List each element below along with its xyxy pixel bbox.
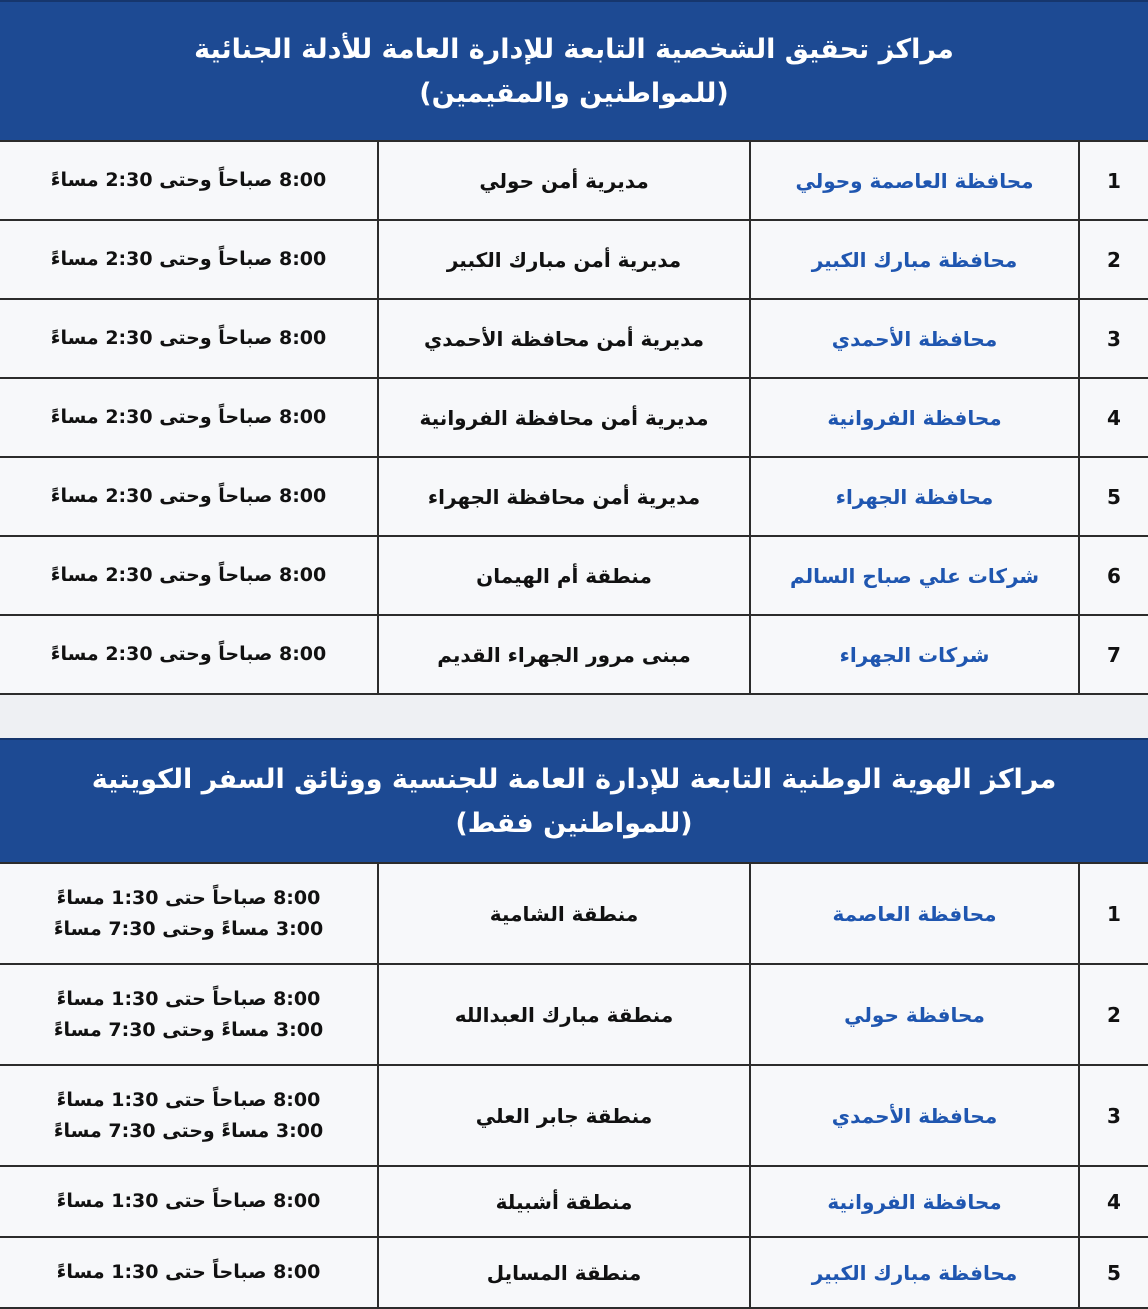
- table-row: [0, 140, 1148, 221]
- location-cell: منطقة جابر العلي: [377, 1066, 749, 1165]
- hours-morning: 8:00 صباحاً حتى 1:30 مساءً: [56, 1261, 321, 1283]
- location-cell: منطقة الشامية: [377, 864, 749, 963]
- row-number: 1: [1078, 142, 1148, 219]
- hours-cell: 8:00 صباحاً وحتى 2:30 مساءً: [50, 169, 327, 191]
- row-number: 4: [1078, 379, 1148, 456]
- governorate-cell: محافظة الفروانية: [749, 1167, 1078, 1236]
- section-subtitle: (للمواطنين فقط): [455, 808, 693, 839]
- hours-morning: 8:00 صباحاً حتى 1:30 مساءً: [56, 987, 321, 1010]
- location-cell: مبنى مرور الجهراء القديم: [377, 616, 749, 693]
- hours-cell: [0, 864, 377, 963]
- hours-cell: 8:00 صباحاً وحتى 2:30 مساءً: [50, 643, 327, 665]
- row-number: 3: [1078, 1066, 1148, 1165]
- location-cell: مديرية أمن محافظة الجهراء: [377, 458, 749, 535]
- hours-cell: [0, 1238, 377, 1307]
- row-number: 5: [1078, 458, 1148, 535]
- table-row: [0, 379, 1148, 458]
- row-number: 4: [1078, 1167, 1148, 1236]
- row-number: 2: [1078, 965, 1148, 1064]
- governorate-cell: محافظة مبارك الكبير: [749, 221, 1078, 298]
- hours-evening: 3:00 مساءً وحتى 7:30 مساءً: [53, 917, 324, 940]
- row-number: 7: [1078, 616, 1148, 693]
- table-row: [0, 458, 1148, 537]
- section-header: [0, 738, 1148, 862]
- hours-morning: 8:00 صباحاً حتى 1:30 مساءً: [56, 1190, 321, 1212]
- governorate-cell: شركات الجهراء: [749, 616, 1078, 693]
- governorate-cell: شركات علي صباح السالم: [749, 537, 1078, 614]
- hours-cell: 8:00 صباحاً وحتى 2:30 مساءً: [50, 406, 327, 428]
- location-cell: مديرية أمن حولي: [377, 142, 749, 219]
- governorate-cell: محافظة مبارك الكبير: [749, 1238, 1078, 1307]
- table-row: [0, 300, 1148, 379]
- hours-cell: [0, 965, 377, 1064]
- table-row: [0, 1066, 1148, 1167]
- location-cell: منطقة مبارك العبدالله: [377, 965, 749, 1064]
- governorate-cell: محافظة العاصمة وحولي: [749, 142, 1078, 219]
- table-row: [0, 537, 1148, 616]
- section-title: مراكز تحقيق الشخصية التابعة للإدارة العامة للأدلة الجنائية: [194, 34, 954, 65]
- hours-evening: 3:00 مساءً وحتى 7:30 مساءً: [53, 1119, 324, 1142]
- table-row: [0, 221, 1148, 300]
- section-title: مراكز الهوية الوطنية التابعة للإدارة العامة للجنسية ووثائق السفر الكويتية: [91, 764, 1057, 795]
- location-cell: منطقة أشبيلة: [377, 1167, 749, 1236]
- governorate-cell: محافظة الأحمدي: [749, 1066, 1078, 1165]
- governorate-cell: محافظة حولي: [749, 965, 1078, 1064]
- location-cell: منطقة أم الهيمان: [377, 537, 749, 614]
- table-row: [0, 1167, 1148, 1238]
- location-cell: مديرية أمن مبارك الكبير: [377, 221, 749, 298]
- hours-cell: [0, 1066, 377, 1165]
- section-header: [0, 0, 1148, 140]
- hours-evening: 3:00 مساءً وحتى 7:30 مساءً: [53, 1018, 324, 1041]
- row-number: 2: [1078, 221, 1148, 298]
- governorate-cell: محافظة العاصمة: [749, 864, 1078, 963]
- table-row: [0, 965, 1148, 1066]
- table-row: [0, 616, 1148, 695]
- governorate-cell: محافظة الفروانية: [749, 379, 1078, 456]
- row-number: 3: [1078, 300, 1148, 377]
- row-number: 1: [1078, 864, 1148, 963]
- hours-morning: 8:00 صباحاً حتى 1:30 مساءً: [56, 886, 321, 909]
- row-number: 5: [1078, 1238, 1148, 1307]
- hours-cell: 8:00 صباحاً وحتى 2:30 مساءً: [50, 248, 327, 270]
- location-cell: منطقة المسايل: [377, 1238, 749, 1307]
- row-number: 6: [1078, 537, 1148, 614]
- table-row: [0, 1238, 1148, 1309]
- hours-cell: [0, 1167, 377, 1236]
- hours-cell: 8:00 صباحاً وحتى 2:30 مساءً: [50, 327, 327, 349]
- section-subtitle: (للمواطنين والمقيمين): [419, 78, 729, 109]
- governorate-cell: محافظة الأحمدي: [749, 300, 1078, 377]
- hours-morning: 8:00 صباحاً حتى 1:30 مساءً: [56, 1088, 321, 1111]
- location-cell: مديرية أمن محافظة الفروانية: [377, 379, 749, 456]
- location-cell: مديرية أمن محافظة الأحمدي: [377, 300, 749, 377]
- governorate-cell: محافظة الجهراء: [749, 458, 1078, 535]
- hours-cell: 8:00 صباحاً وحتى 2:30 مساءً: [50, 564, 327, 586]
- hours-cell: 8:00 صباحاً وحتى 2:30 مساءً: [50, 485, 327, 507]
- table-row: [0, 862, 1148, 965]
- section-national-id-centers: [0, 738, 1148, 1309]
